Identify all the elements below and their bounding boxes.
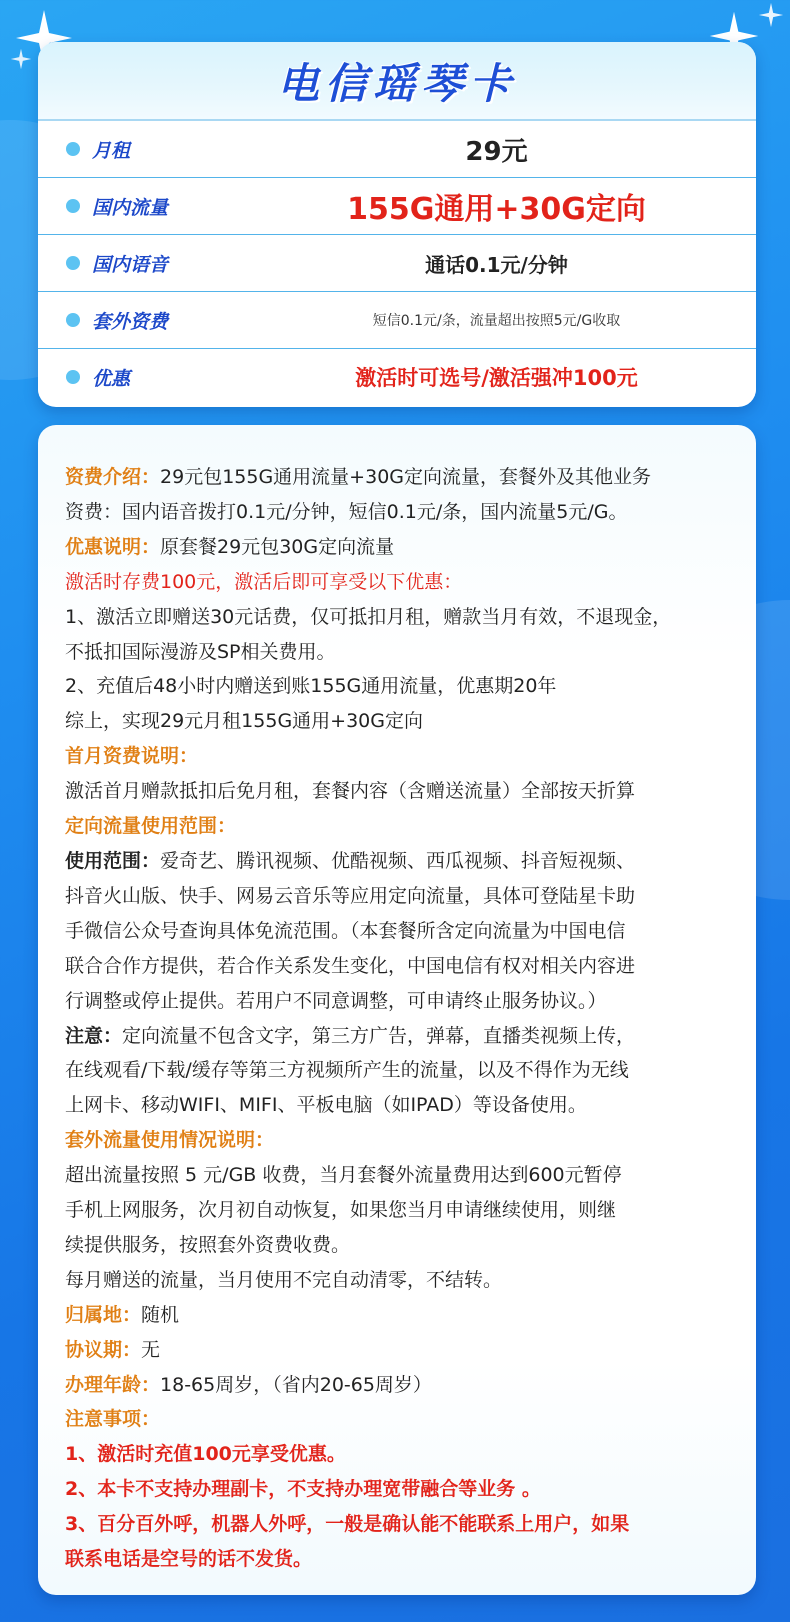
overflow-line-2: 手机上网服务，次月初自动恢复，如果您当月申请继续使用，则继 bbox=[65, 1199, 617, 1222]
row-value: 通话0.1元/分钟 bbox=[425, 252, 568, 277]
fee-intro-text: 29元包155G通用流量+30G定向流量，套餐外及其他业务 bbox=[160, 466, 652, 488]
row-label: 月租 bbox=[92, 139, 131, 162]
contract-line bbox=[65, 1333, 735, 1368]
usage-scope-line-3: 手微信公众号查询具体免流范围。（本套餐所含定向流量为中国电信 bbox=[65, 919, 626, 942]
promo-text: 原套餐29元包30G定向流量 bbox=[160, 535, 395, 558]
contract-label: 协议期： bbox=[65, 1338, 142, 1361]
table-row-domestic-voice bbox=[38, 235, 756, 292]
usage-scope-line-5: 行调整或停止提供。若用户不同意调整，可申请终止服务协议。） bbox=[65, 989, 607, 1012]
region-value: 随机 bbox=[141, 1303, 180, 1326]
promo-item-1b: 不抵扣国际漫游及SP相关费用。 bbox=[65, 640, 336, 663]
row-label: 国内流量 bbox=[92, 196, 169, 219]
row-value: 激活时可选号/激活强冲100元 bbox=[355, 366, 638, 390]
notice-line-3: 上网卡、移动WIFI、MIFI、平板电脑（如IPAD）等设备使用。 bbox=[65, 1094, 587, 1117]
usage-scope-line bbox=[65, 844, 735, 879]
row-value: 短信0.1元/条，流量超出按照5元/G收取 bbox=[372, 313, 621, 329]
attention-item-3a: 3、百分百外呼，机器人外呼，一般是确认能不能联系上用户，如果 bbox=[65, 1513, 630, 1536]
sparkle-icon bbox=[758, 2, 784, 28]
usage-scope-text: 爱奇艺、腾讯视频、优酷视频、西瓜视频、抖音短视频、 bbox=[160, 849, 636, 872]
promo-line bbox=[65, 530, 735, 565]
plan-details-card bbox=[38, 425, 756, 1595]
table-row-domestic-data bbox=[38, 178, 756, 235]
overflow-line-4: 每月赠送的流量，当月使用不完自动清零，不结转。 bbox=[65, 1268, 503, 1291]
contract-value: 无 bbox=[141, 1338, 161, 1361]
usage-scope-line-2: 抖音火山版、快手、网易云音乐等应用定向流量，具体可登陆星卡助 bbox=[65, 884, 636, 907]
bullet-dot-icon bbox=[66, 199, 80, 213]
first-month-label: 首月资费说明： bbox=[65, 745, 199, 768]
bullet-dot-icon bbox=[66, 313, 80, 327]
attention-item-2: 2、本卡不支持办理副卡，不支持办理宽带融合等业务 。 bbox=[65, 1478, 541, 1501]
notice-text: 定向流量不包含文字，第三方广告，弹幕，直播类视频上传， bbox=[122, 1024, 636, 1047]
plan-header bbox=[38, 42, 756, 121]
sparkle-icon bbox=[10, 48, 32, 70]
row-value: 155G通用+30G定向 bbox=[347, 192, 646, 227]
details-text bbox=[65, 460, 735, 1577]
fee-intro-line-2: 资费：国内语音拨打0.1元/分钟，短信0.1元/条，国内流量5元/G。 bbox=[65, 500, 628, 523]
attention-label: 注意事项： bbox=[65, 1408, 161, 1431]
row-label: 优惠 bbox=[92, 367, 131, 390]
notice-line bbox=[65, 1019, 735, 1054]
age-line bbox=[65, 1368, 735, 1403]
overflow-label: 套外流量使用情况说明： bbox=[65, 1129, 275, 1152]
promo-item-1a: 1、激活立即赠送30元话费，仅可抵扣月租，赠款当月有效，不退现金， bbox=[65, 605, 672, 628]
table-row-extra-fees bbox=[38, 292, 756, 349]
overflow-line-1: 超出流量按照 5 元/GB 收费，当月套餐外流量费用达到600元暂停 bbox=[65, 1164, 622, 1187]
attention-item-3b: 联系电话是空号的话不发货。 bbox=[65, 1548, 313, 1571]
fee-intro-line bbox=[65, 460, 735, 495]
row-label: 国内语音 bbox=[92, 253, 169, 276]
plan-title: 电信瑶琴卡 bbox=[276, 58, 517, 108]
usage-scope-label: 使用范围： bbox=[65, 849, 161, 872]
table-row-promotion bbox=[38, 349, 756, 405]
notice-label: 注意： bbox=[65, 1024, 123, 1047]
usage-scope-line-4: 联合合作方提供，若合作关系发生变化，中国电信有权对相关内容进 bbox=[65, 954, 636, 977]
promo-label: 优惠说明： bbox=[65, 535, 161, 558]
fee-intro-label: 资费介绍： bbox=[65, 466, 161, 488]
overflow-line-3: 续提供服务，按照套外资费收费。 bbox=[65, 1233, 351, 1256]
bullet-dot-icon bbox=[66, 370, 80, 384]
table-row-monthly-rent bbox=[38, 121, 756, 178]
row-value: 29元 bbox=[465, 136, 528, 167]
bullet-dot-icon bbox=[66, 142, 80, 156]
age-label: 办理年龄： bbox=[65, 1373, 161, 1396]
age-value: 18-65周岁，（省内20-65周岁） bbox=[160, 1373, 432, 1396]
promo-summary: 综上，实现29元月租155G通用+30G定向 bbox=[65, 710, 423, 733]
promo-item-2: 2、充值后48小时内赠送到账155G通用流量，优惠期20年 bbox=[65, 675, 557, 698]
region-line bbox=[65, 1298, 735, 1333]
directed-flow-label: 定向流量使用范围： bbox=[65, 815, 237, 838]
attention-item-1: 1、激活时充值100元享受优惠。 bbox=[65, 1443, 346, 1466]
notice-line-2: 在线观看/下载/缓存等第三方视频所产生的流量，以及不得作为无线 bbox=[65, 1059, 629, 1082]
region-label: 归属地： bbox=[65, 1303, 142, 1326]
row-label: 套外资费 bbox=[92, 310, 169, 333]
bullet-dot-icon bbox=[66, 256, 80, 270]
first-month-text: 激活首月赠款抵扣后免月租，套餐内容（含赠送流量）全部按天折算 bbox=[65, 780, 636, 803]
plan-summary-card bbox=[38, 42, 756, 407]
promo-deposit-line: 激活时存费100元，激活后即可享受以下优惠： bbox=[65, 570, 463, 593]
